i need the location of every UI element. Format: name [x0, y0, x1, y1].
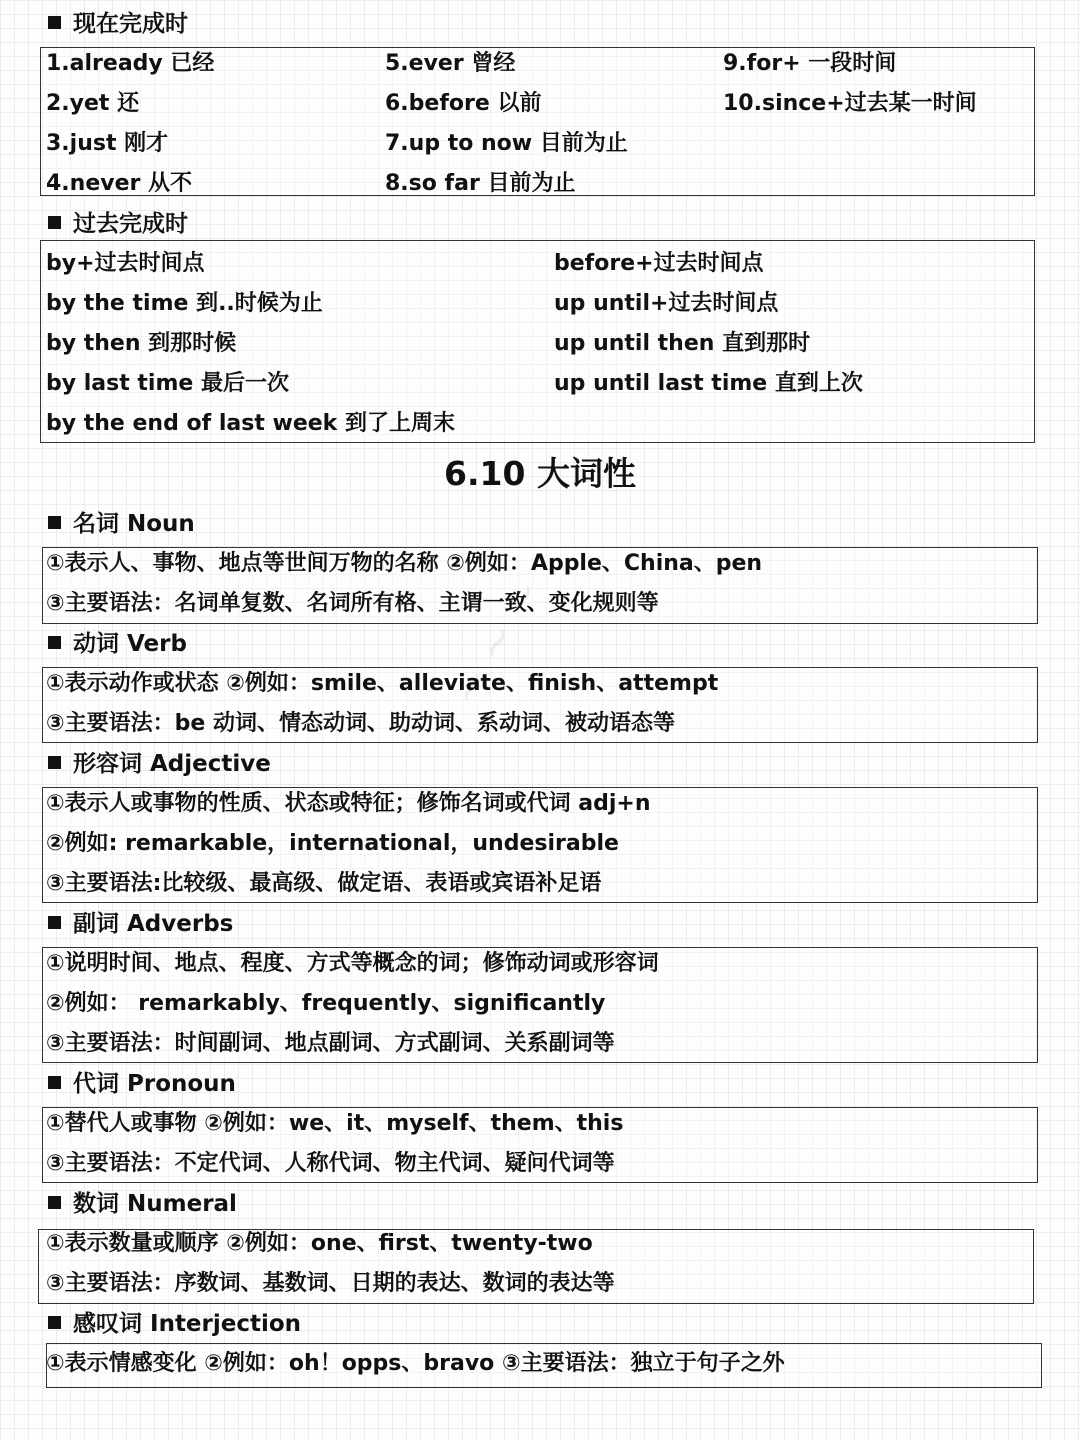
- numeral-line: ③主要语法：序数词、基数词、日期的表达、数词的表达等: [46, 1271, 615, 1296]
- square-bullet-icon: [48, 1076, 61, 1089]
- square-bullet-icon: [48, 636, 61, 649]
- pp-item: 10.since+过去某一时间: [723, 91, 977, 116]
- pp-item: 8.so far 目前为止: [385, 171, 576, 196]
- adverb-line: ①说明时间、地点、程度、方式等概念的词；修饰动词或形容词: [46, 951, 659, 976]
- adjective-line: ①表示人或事物的性质、状态或特征；修饰名词或代词 adj+n: [46, 791, 651, 816]
- pronoun-line: ①替代人或事物 ②例如：we、it、myself、them、this: [46, 1111, 624, 1136]
- pastp-item: by the time 到..时候为止: [46, 291, 323, 316]
- numeral-heading: 数词 Numeral: [48, 1184, 237, 1224]
- pronoun-line: ③主要语法：不定代词、人称代词、物主代词、疑问代词等: [46, 1151, 615, 1176]
- pp-item: 4.never 从不: [46, 171, 193, 196]
- numeral-line: ①表示数量或顺序 ②例如：one、first、twenty-two: [46, 1231, 593, 1256]
- watermark: ~ ~ ~: [440, 569, 554, 716]
- pp-item: 1.already 已经: [46, 51, 215, 76]
- square-bullet-icon: [48, 516, 61, 529]
- interjection-line: ①表示情感变化 ②例如：oh！opps、bravo ③主要语法：独立于句子之外: [46, 1351, 785, 1376]
- verb-line: ③主要语法：be 动词、情态动词、助动词、系动词、被动语态等: [46, 711, 675, 736]
- square-bullet-icon: [48, 916, 61, 929]
- pp-item: 6.before 以前: [385, 91, 542, 116]
- square-bullet-icon: [48, 1196, 61, 1209]
- pastp-item: up until last time 直到上次: [554, 371, 863, 396]
- noun-line: ③主要语法：名词单复数、名词所有格、主谓一致、变化规则等: [46, 591, 659, 616]
- adjective-line: ②例如: remarkable，international，undesirable: [46, 831, 619, 856]
- pp-item: 5.ever 曾经: [385, 51, 516, 76]
- interjection-heading: 感叹词 Interjection: [48, 1304, 301, 1344]
- adverb-line: ②例如： remarkably、frequently、significantly: [46, 991, 606, 1016]
- square-bullet-icon: [48, 756, 61, 769]
- present-perfect-heading: 现在完成时: [48, 4, 188, 44]
- pastp-item: by the end of last week 到了上周末: [46, 411, 455, 436]
- pp-item: 9.for+ 一段时间: [723, 51, 897, 76]
- verb-line: ①表示动作或状态 ②例如：smile、alleviate、finish、attempt: [46, 671, 719, 696]
- noun-line: ①表示人、事物、地点等世间万物的名称 ②例如：Apple、China、pen: [46, 551, 763, 576]
- square-bullet-icon: [48, 1316, 61, 1329]
- noun-heading: 名词 Noun: [48, 504, 195, 544]
- pp-item: 2.yet 还: [46, 91, 140, 116]
- adverb-heading: 副词 Adverbs: [48, 904, 233, 944]
- page-title: 6.10 大词性: [444, 454, 636, 493]
- pastp-item: up until+过去时间点: [554, 291, 779, 316]
- pastp-item: up until then 直到那时: [554, 331, 811, 356]
- verb-heading: 动词 Verb: [48, 624, 187, 664]
- pronoun-heading: 代词 Pronoun: [48, 1064, 236, 1104]
- pp-item: 7.up to now 目前为止: [385, 131, 628, 156]
- pastp-item: before+过去时间点: [554, 251, 764, 276]
- pp-item: 3.just 刚才: [46, 131, 169, 156]
- adjective-line: ③主要语法:比较级、最高级、做定语、表语或宾语补足语: [46, 871, 602, 896]
- square-bullet-icon: [48, 216, 61, 229]
- square-bullet-icon: [48, 16, 61, 29]
- adverb-line: ③主要语法：时间副词、地点副词、方式副词、关系副词等: [46, 1031, 615, 1056]
- pastp-item: by then 到那时候: [46, 331, 237, 356]
- adjective-heading: 形容词 Adjective: [48, 744, 271, 784]
- pastp-item: by last time 最后一次: [46, 371, 289, 396]
- past-perfect-heading: 过去完成时: [48, 204, 188, 244]
- pastp-item: by+过去时间点: [46, 251, 205, 276]
